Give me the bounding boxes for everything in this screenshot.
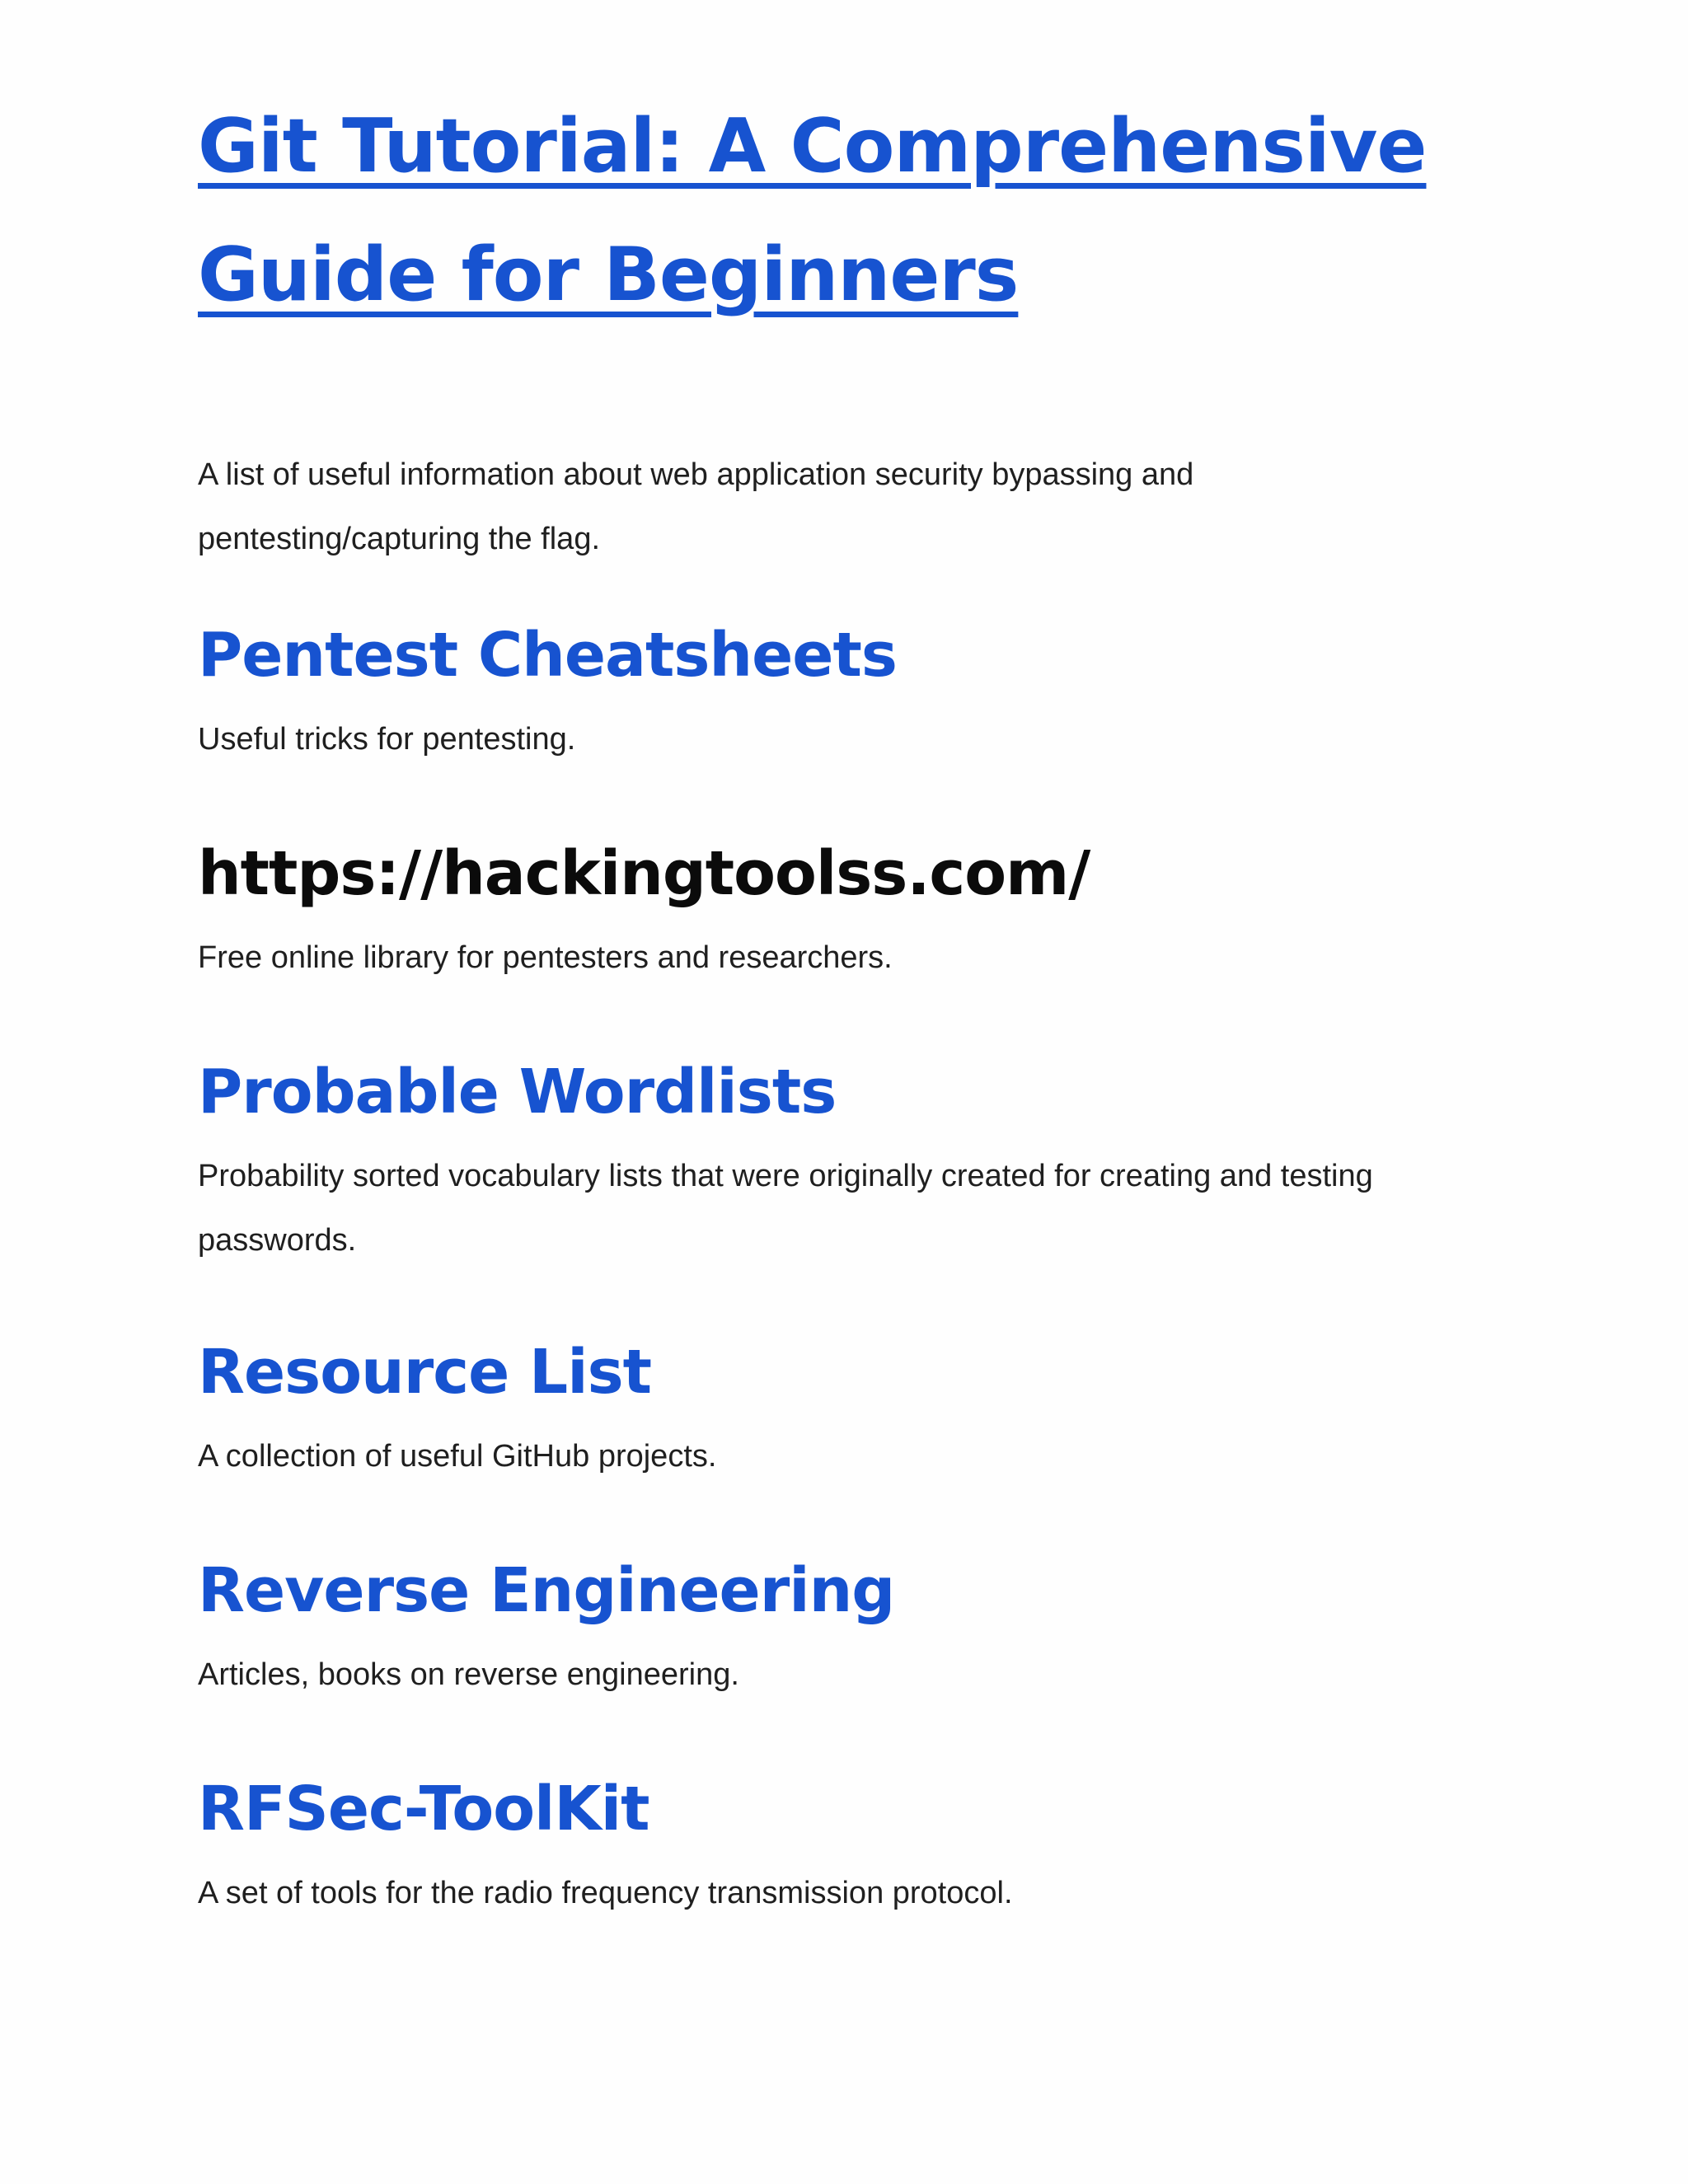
section-description: Probability sorted vocabulary lists that were originally created for creating and testing passwords.: [198, 1159, 1373, 1258]
section-pentest-cheatsheets: [198, 618, 1517, 771]
document-content: [198, 82, 1517, 1910]
page-title-link[interactable]: Git Tutorial: A Comprehensive Guide for Beginners: [198, 103, 1427, 318]
section-hackingtoolss: [198, 837, 1517, 990]
section-heading: RFSec-ToolKit: [198, 1774, 649, 1844]
intro-paragraph: A list of useful information about web application security bypassing and pentesting/capturing the flag.: [198, 457, 1194, 556]
section-heading: Probable Wordlists: [198, 1057, 837, 1127]
section-rfsec-toolkit: [198, 1772, 1517, 1925]
section-resource-list: [198, 1335, 1517, 1488]
section-description: A collection of useful GitHub projects.: [198, 1439, 717, 1474]
section-heading-url: https://hackingtoolss.com/: [198, 838, 1090, 909]
section-heading: Resource List: [198, 1337, 651, 1408]
section-description: Articles, books on reverse engineering.: [198, 1657, 739, 1692]
section-heading: Reverse Engineering: [198, 1555, 895, 1626]
section-heading: Pentest Cheatsheets: [198, 620, 897, 691]
section-description: Free online library for pentesters and researchers.: [198, 940, 893, 975]
section-description: Useful tricks for pentesting.: [198, 722, 576, 757]
section-description: A set of tools for the radio frequency transmission protocol.: [198, 1876, 1013, 1910]
section-probable-wordlists: [198, 1055, 1517, 1272]
section-reverse-engineering: [198, 1554, 1517, 1707]
